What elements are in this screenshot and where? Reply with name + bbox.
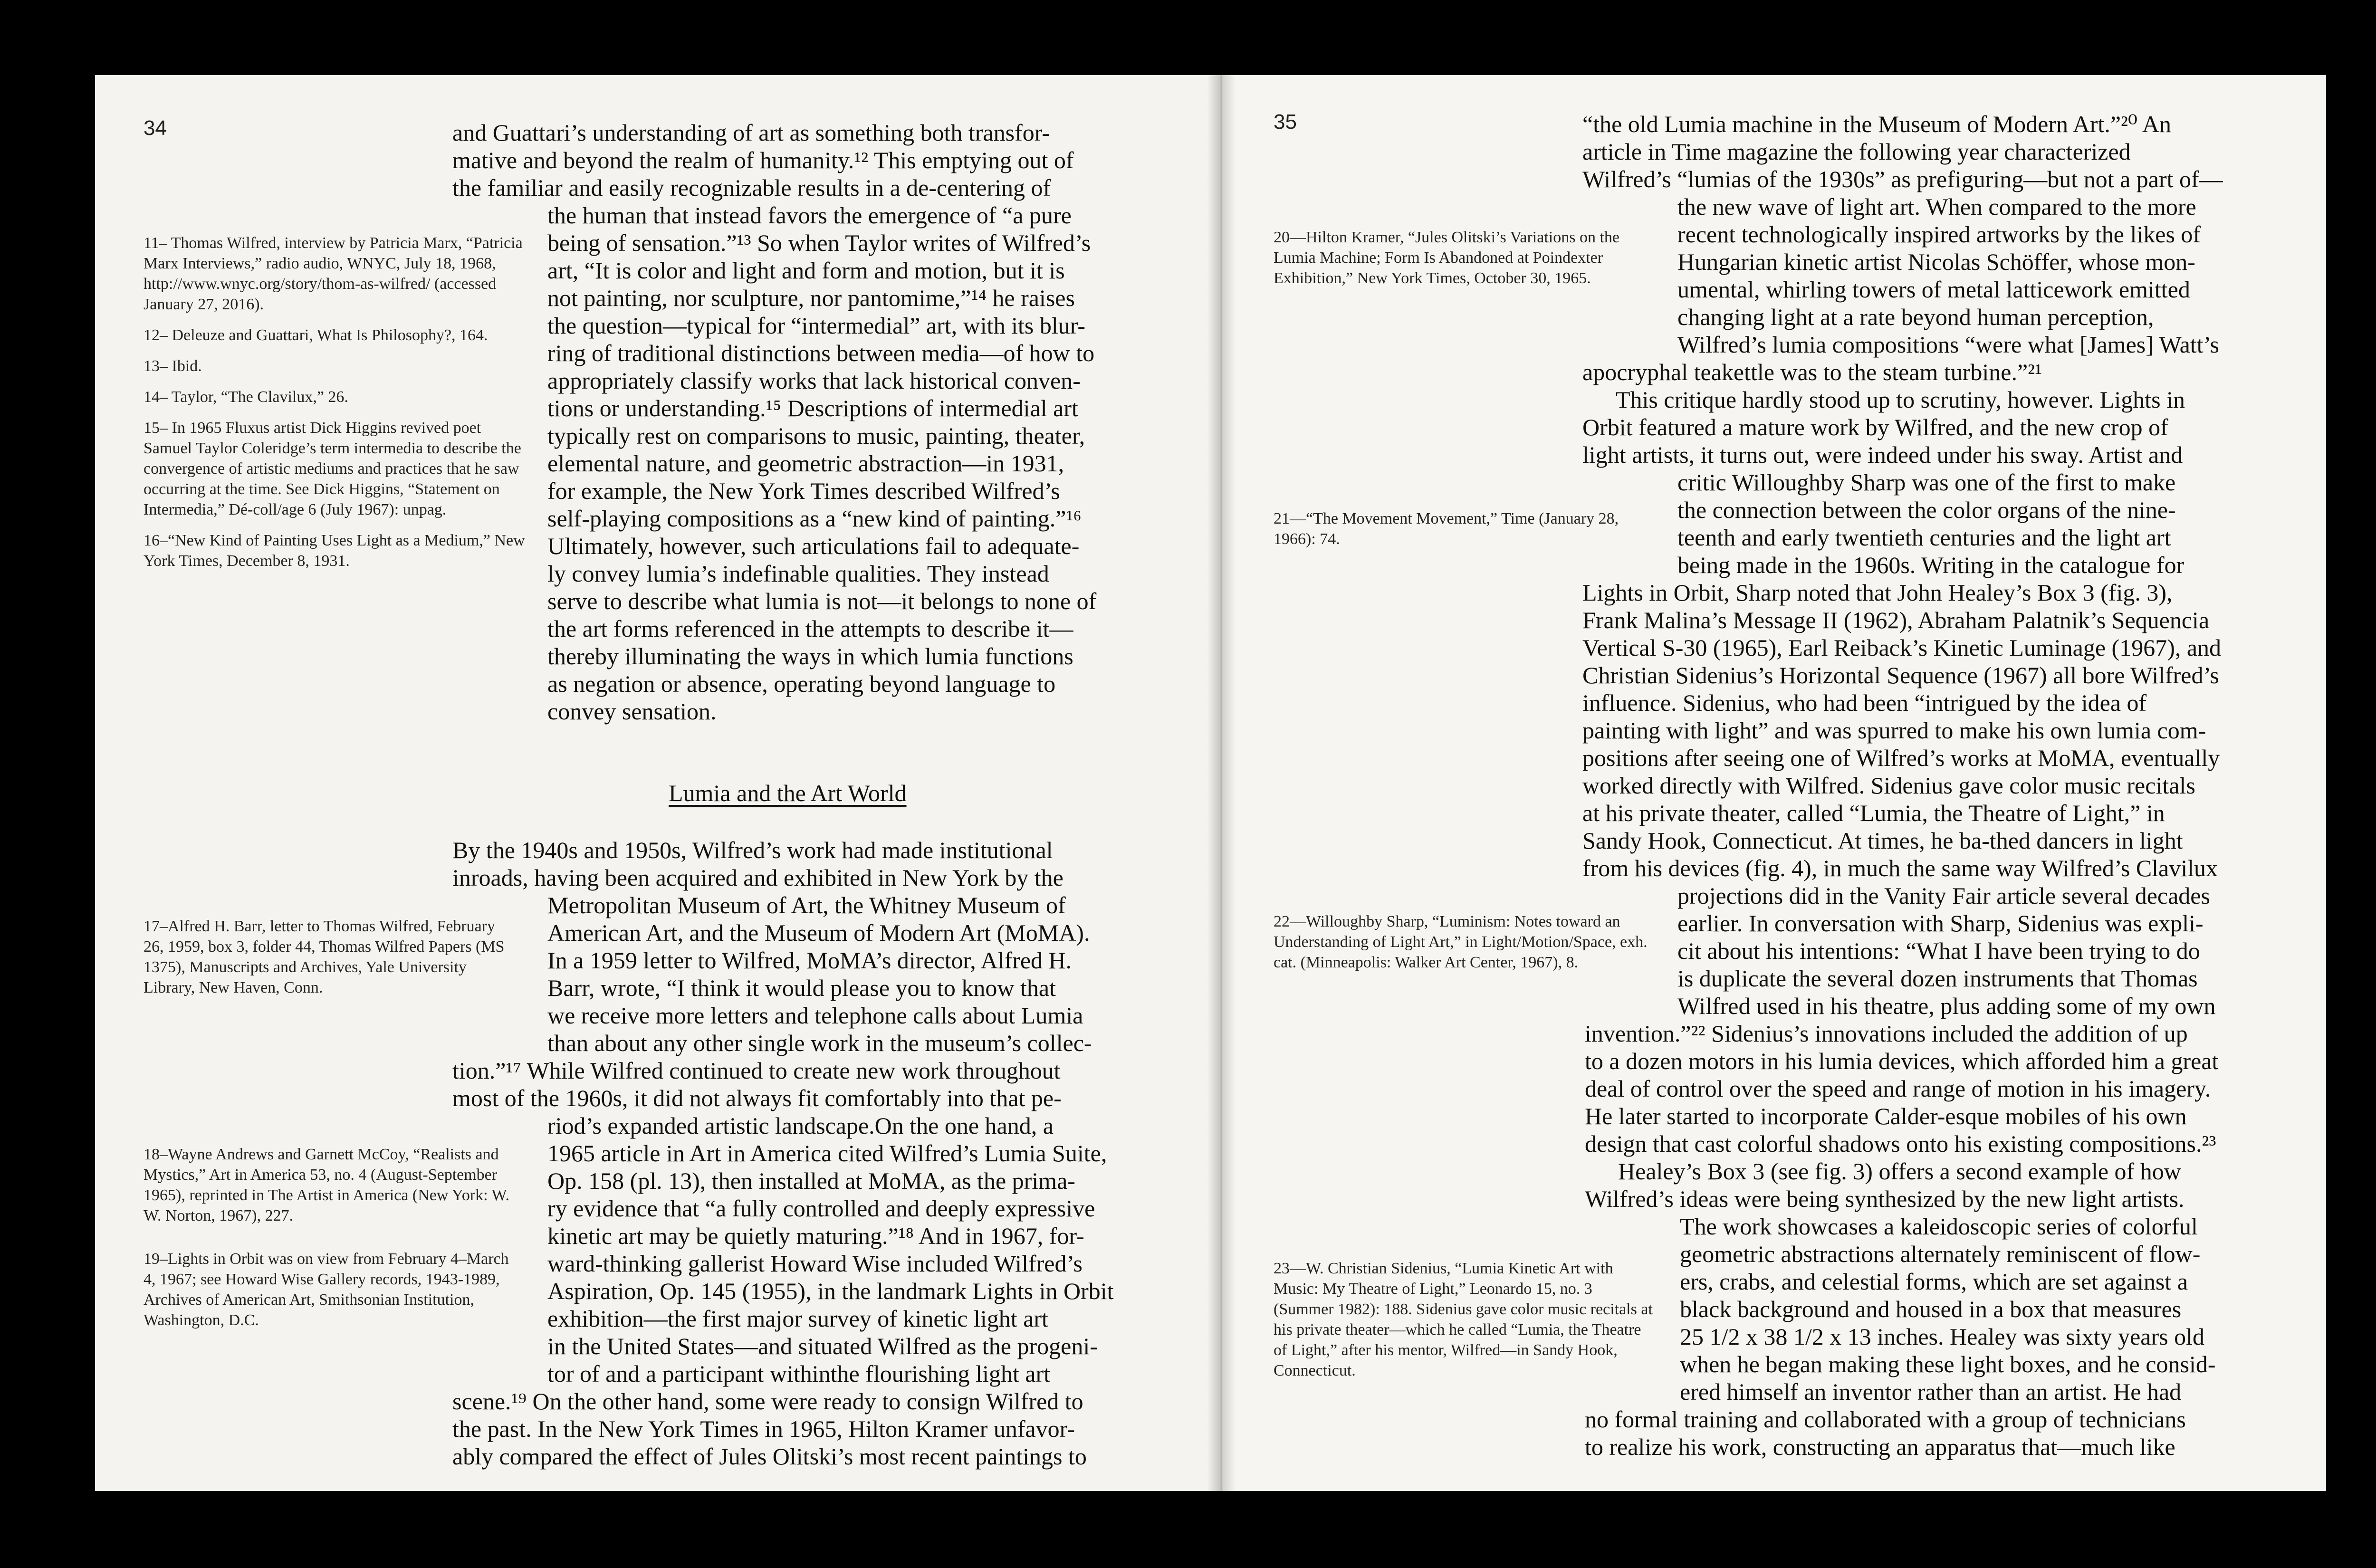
text-line: Ultimately, however, such articulations fail to adequate-: [547, 533, 1080, 559]
text-line: ward-thinking gallerist Howard Wise included Wilfred’s: [547, 1250, 1083, 1277]
text-line: Sandy Hook, Connecticut. At times, he ba-thed dancers in light: [1582, 827, 2183, 854]
text-line: earlier. In conversation with Sharp, Sidenius was expli-: [1677, 910, 2204, 937]
text-line: “the old Lumia machine in the Museum of Modern Art.”²⁰ An: [1582, 111, 2171, 137]
footnote-20: 20—Hilton Kramer, “Jules Olitski’s Variations on the Lumia Machine; Form Is Abandoned at Poindexter Exhibition,” New York Times, October 30, 1965.: [1274, 229, 1619, 287]
footnote-19: 19–Lights in Orbit was on view from February 4–March 4, 1967; see Howard Wise Gallery records, 1943-1989, Archives of American Art, Smithsonian Institution, Washington, D.C.: [144, 1250, 509, 1329]
text-line: painting with light” and was spurred to make his own lumia com-: [1582, 717, 2206, 744]
text-line: ably compared the effect of Jules Olitski’s most recent paintings to: [452, 1443, 1087, 1470]
text-line: critic Willoughby Sharp was one of the first to make: [1677, 469, 2176, 496]
text-line: the human that instead favors the emergence of “a pure: [547, 202, 1072, 229]
text-line: the connection between the color organs of the nine-: [1677, 497, 2176, 523]
text-line: serve to describe what lumia is not—it belongs to none of: [547, 588, 1097, 614]
text-line: light artists, it turns out, were indeed under his sway. Artist and: [1582, 441, 2183, 468]
text-line: scene.¹⁹ On the other hand, some were ready to consign Wilfred to: [452, 1388, 1083, 1415]
text-line: article in Time magazine the following year characterized: [1582, 138, 2131, 165]
footnote-23: 23—W. Christian Sidenius, “Lumia Kinetic Art with Music: My Theatre of Light,” Leonardo 15, no. 3 (Summer 1982): 188. Sidenius gave color music recitals at his private theater—which he called “Lumia, the Theatre of Light,” after his mentor, Wilfred—in Sandy Hook, Connecticut.: [1274, 1260, 1653, 1379]
text-line: black background and housed in a box that measures: [1680, 1296, 2182, 1322]
text-line: cit about his intentions: “What I have been trying to do: [1677, 937, 2200, 964]
footnote-16: 16–“New Kind of Painting Uses Light as a Medium,” New York Times, December 8, 1931.: [144, 532, 525, 570]
text-line: than about any other single work in the museum’s collec-: [547, 1030, 1092, 1056]
text-line: American Art, and the Museum of Modern Art (MoMA).: [547, 919, 1090, 946]
text-line: Wilfred’s ideas were being synthesized by the new light artists.: [1585, 1186, 2184, 1212]
text-line: self-playing compositions as a “new kind of painting.”¹⁶: [547, 505, 1082, 532]
footnote-17: 17–Alfred H. Barr, letter to Thomas Wilfred, February 26, 1959, box 3, folder 44, Thomas Wilfred Papers (MS 1375), Manuscripts and Archives, Yale University Library, New Haven, Conn.: [144, 918, 505, 996]
text-line: inroads, having been acquired and exhibited in New York by the: [452, 864, 1063, 891]
text-line: art, “It is color and light and form and motion, but it is: [547, 257, 1065, 284]
footnote-18: 18–Wayne Andrews and Garnett McCoy, “Realists and Mystics,” Art in America 53, no. 4 (August-September 1965), reprinted in The Artist in America (New York: W. W. Norton, 1967), 227.: [144, 1146, 509, 1224]
text-line: Healey’s Box 3 (see fig. 3) offers a second example of how: [1618, 1158, 2181, 1185]
text-line: riod’s expanded artistic landscape.On the one hand, a: [547, 1112, 1054, 1139]
text-line: Christian Sidenius’s Horizontal Sequence (1967) all bore Wilfred’s: [1582, 662, 2219, 688]
text-line: the familiar and easily recognizable results in a de-centering of: [452, 174, 1051, 201]
text-line: from his devices (fig. 4), in much the same way Wilfred’s Clavilux: [1582, 855, 2218, 881]
text-line: and Guattari’s understanding of art as something both transfor-: [452, 119, 1050, 146]
text-line: Wilfred’s “lumias of the 1930s” as prefiguring—but not a part of—: [1582, 166, 2223, 192]
text-line: mative and beyond the realm of humanity.¹² This emptying out of: [452, 147, 1074, 173]
text-line: thereby illuminating the ways in which lumia functions: [547, 643, 1073, 669]
text-line: projections did in the Vanity Fair article several decades: [1677, 882, 2210, 909]
footnote-22: 22—Willoughby Sharp, “Luminism: Notes toward an Understanding of Light Art,” in Light/Motion/Space, exh. cat. (Minneapolis: Walker Art Center, 1967), 8.: [1274, 913, 1648, 971]
text-line: to realize his work, constructing an apparatus that—much like: [1585, 1434, 2175, 1460]
text-line: He later started to incorporate Calder-esque mobiles of his own: [1585, 1103, 2187, 1129]
text-line: Wilfred’s lumia compositions “were what [James] Watt’s: [1677, 331, 2219, 358]
text-line: umental, whirling towers of metal latticework emitted: [1677, 276, 2190, 303]
text-line: Aspiration, Op. 145 (1955), in the landmark Lights in Orbit: [547, 1278, 1114, 1304]
footnote-13: 13– Ibid.: [144, 357, 202, 375]
text-line: Vertical S-30 (1965), Earl Reiback’s Kinetic Luminage (1967), and: [1582, 634, 2222, 661]
text-line: not painting, nor sculpture, nor pantomime,”¹⁴ he raises: [547, 285, 1075, 311]
text-line: teenth and early twentieth centuries and the light art: [1677, 524, 2171, 551]
footnote-11: 11– Thomas Wilfred, interview by Patricia Marx, “Patricia Marx Interviews,” radio audio, WNYC, July 18, 1968, http://www.wnyc.org/story/thom-as-wilfred/ (accessed January 27, 2016).: [144, 234, 523, 313]
text-line: By the 1940s and 1950s, Wilfred’s work had made institutional: [452, 837, 1053, 863]
page-number-right: 35: [1274, 110, 1297, 134]
section-heading: Lumia and the Art World: [669, 780, 907, 806]
text-line: changing light at a rate beyond human perception,: [1677, 304, 2154, 330]
text-line: The work showcases a kaleidoscopic series of colorful: [1680, 1213, 2198, 1240]
text-line: elemental nature, and geometric abstraction—in 1931,: [547, 450, 1064, 477]
text-line: exhibition—the first major survey of kinetic light art: [547, 1305, 1048, 1332]
text-line: Barr, wrote, “I think it would please you to know that: [547, 975, 1056, 1001]
text-line: for example, the New York Times described Wilfred’s: [547, 478, 1060, 504]
text-line: at his private theater, called “Lumia, the Theatre of Light,” in: [1582, 800, 2165, 826]
text-line: Hungarian kinetic artist Nicolas Schöffer, whose mon-: [1677, 249, 2195, 275]
text-line: Frank Malina’s Message II (1962), Abraham Palatnik’s Sequencia: [1582, 607, 2210, 633]
text-line: convey sensation.: [547, 698, 717, 725]
text-line: 1965 article in Art in America cited Wilfred’s Lumia Suite,: [547, 1140, 1107, 1166]
text-line: ers, crabs, and celestial forms, which are set against a: [1680, 1268, 2188, 1295]
text-line: we receive more letters and telephone calls about Lumia: [547, 1002, 1083, 1029]
text-line: apocryphal teakettle was to the steam turbine.”²¹: [1582, 359, 2042, 385]
footnote-15: 15– In 1965 Fluxus artist Dick Higgins revived poet Samuel Taylor Coleridge’s term intermedia to describe the convergence of artistic mediums and practices that he saw occurring at the time. See Dick Higgins, “Statement on Intermedia,” Dé-coll/age 6 (July 1967): unpag.: [144, 419, 521, 518]
text-line: tions or understanding.¹⁵ Descriptions of intermedial art: [547, 395, 1078, 421]
text-line: most of the 1960s, it did not always fit comfortably into that pe-: [452, 1085, 1062, 1111]
text-line: positions after seeing one of Wilfred’s works at MoMA, eventually: [1582, 745, 2220, 771]
text-line: the art forms referenced in the attempts to describe it—: [547, 615, 1073, 642]
text-line: tion.”¹⁷ While Wilfred continued to create new work throughout: [452, 1057, 1061, 1084]
text-line: In a 1959 letter to Wilfred, MoMA’s director, Alfred H.: [547, 947, 1072, 974]
text-line: invention.”²² Sidenius’s innovations included the addition of up: [1585, 1020, 2188, 1047]
text-line: influence. Sidenius, who had been “intrigued by the idea of: [1582, 689, 2147, 716]
footnote-12: 12– Deleuze and Guattari, What Is Philosophy?, 164.: [144, 326, 488, 344]
text-line: appropriately classify works that lack historical conven-: [547, 367, 1081, 394]
text-line: geometric abstractions alternately reminiscent of flow-: [1680, 1241, 2201, 1267]
text-line: This critique hardly stood up to scrutiny, however. Lights in: [1616, 386, 2185, 413]
text-line: when he began making these light boxes, and he consid-: [1680, 1351, 2216, 1377]
text-line: ly convey lumia’s indefinable qualities. They instead: [547, 560, 1049, 587]
text-line: Metropolitan Museum of Art, the Whitney Museum of: [547, 892, 1066, 918]
text-line: Wilfred used in his theatre, plus adding some of my own: [1677, 993, 2216, 1019]
text-line: to a dozen motors in his lumia devices, which afforded him a great: [1585, 1048, 2219, 1074]
text-line: worked directly with Wilfred. Sidenius gave color music recitals: [1582, 772, 2195, 799]
text-line: the question—typical for “intermedial” art, with its blur-: [547, 312, 1086, 339]
text-line: the past. In the New York Times in 1965, Hilton Kramer unfavor-: [452, 1415, 1075, 1442]
text-line: is duplicate the several dozen instruments that Thomas: [1677, 965, 2198, 992]
text-line: as negation or absence, operating beyond language to: [547, 670, 1056, 697]
text-line: ring of traditional distinctions between media—of how to: [547, 340, 1095, 366]
text-line: design that cast colorful shadows onto his existing compositions.²³: [1585, 1130, 2216, 1157]
text-line: ered himself an inventor rather than an artist. He had: [1680, 1378, 2182, 1405]
text-line: being of sensation.”¹³ So when Taylor writes of Wilfred’s: [547, 229, 1091, 256]
text-line: in the United States—and situated Wilfred as the progeni-: [547, 1333, 1098, 1359]
text-line: tor of and a participant withinthe flourishing light art: [547, 1360, 1051, 1387]
text-line: the new wave of light art. When compared to the more: [1677, 193, 2196, 220]
text-line: Op. 158 (pl. 13), then installed at MoMA, as the prima-: [547, 1167, 1075, 1194]
text-line: being made in the 1960s. Writing in the catalogue for: [1677, 552, 2184, 578]
text-line: no formal training and collaborated with a group of technicians: [1585, 1406, 2186, 1433]
text-line: kinetic art may be quietly maturing.”¹⁸ And in 1967, for-: [547, 1223, 1084, 1249]
text-line: Lights in Orbit, Sharp noted that John Healey’s Box 3 (fig. 3),: [1582, 579, 2173, 606]
text-line: ry evidence that “a fully controlled and deeply expressive: [547, 1195, 1095, 1222]
footnote-21: 21—“The Movement Movement,” Time (January 28, 1966): 74.: [1274, 510, 1619, 548]
text-line: 25 1/2 x 38 1/2 x 13 inches. Healey was sixty years old: [1680, 1323, 2204, 1350]
text-line: deal of control over the speed and range of motion in his imagery.: [1585, 1075, 2211, 1102]
text-line: recent technologically inspired artworks by the likes of: [1677, 221, 2201, 248]
text-line: typically rest on comparisons to music, painting, theater,: [547, 422, 1085, 449]
page-number-left: 34: [144, 116, 167, 140]
text-line: Orbit featured a mature work by Wilfred, and the new crop of: [1582, 414, 2168, 440]
footnote-14: 14– Taylor, “The Clavilux,” 26.: [144, 388, 348, 406]
